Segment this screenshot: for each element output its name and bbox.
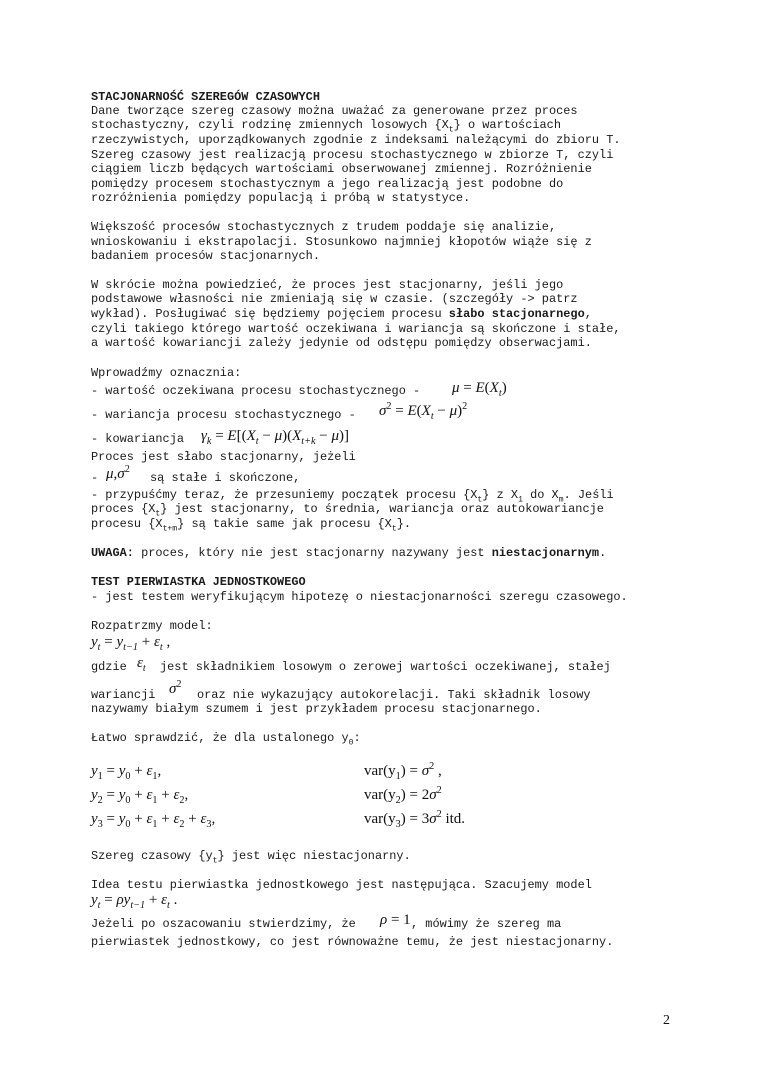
para3-line3: wykład). Posługiwać się będziemy pojęciem procesu słabo stacjonarnego, (91, 307, 592, 321)
term-weakly-stationary: słabo stacjonarnego (448, 307, 585, 321)
formula-epsilon: $\varepsilon_t$ (137, 655, 146, 674)
cond1-prefix: - (91, 471, 99, 485)
cond2-line1: - przypuśćmy teraz, że przesuniemy początek procesu $\{X_t\}$ z $X_1$ do $X_m$. Jeśli (91, 488, 614, 505)
para1-line6: pomiędzy procesem stochastycznym a jego realizacją jest podobne do (91, 177, 564, 191)
page-number: 2 (663, 1013, 670, 1028)
para1-line2: stochastyczny, czyli rodzinę zmiennych losowych $\{X_t\}$ o wartościach (91, 118, 561, 135)
test-idea: Idea testu pierwiastka jednostkowego jest następująca. Szacujemy model (91, 878, 592, 892)
formula-variance: $\sigma^2 = E(X_t - \mu)^2$ (379, 401, 468, 422)
formula-covariance: $\gamma_k = E[(X_t - \mu)(X_{t+k} - \mu)]$ (201, 428, 350, 447)
para3-line1: W skrócie można powiedzieć, że proces jest stacjonarny, jeśli jego (91, 278, 564, 292)
where-line2-rest: oraz nie wykazujący autokorelacji. Taki składnik losowy (197, 688, 591, 702)
formula-mean: $\mu = E(X_t)$ (452, 380, 507, 399)
formula-ar1-model: $y_t = \rho y_{t-1} + \varepsilon_t$ . (91, 892, 178, 911)
def-mean-text: - wartość oczekiwana procesu stochastycznego - (91, 384, 421, 398)
section-heading-stationarity: STACJONARNOŚĆ SZEREGÓW CZASOWYCH (91, 90, 320, 104)
where-line1-rest: jest składnikiem losowym o zerowej wartości oczekiwanej, stałej (160, 660, 611, 674)
para3-line4: czyli takiego którego wartość oczekiwana i wariancja są skończone i stałe, (91, 322, 621, 336)
easy-check: Łatwo sprawdzić, że dla ustalonego $y_0$: (91, 731, 361, 748)
formula-mu-sigma: $\mu,\sigma^2$ (106, 464, 130, 482)
where-line2-prefix: wariancji (91, 688, 156, 702)
cond2-line2: proces $\{X_t\}$ jest stacjonarny, to średnia, wariancja oraz autokowariancje (91, 502, 604, 519)
para1-line5: ciągiem liczb będących wartościami obserwowanej zmiennej. Rozróżnienie (91, 162, 592, 176)
para2-line1: Większość procesów stochastycznych z trudem poddaje się analizie, (91, 220, 557, 234)
cond2-line3: procesu $\{X_{t+m}\}$ są takie same jak procesu $\{X_t\}$. (91, 517, 412, 534)
para3-line5: a wartość kowariancji zależy jedynie od odstępu pomiędzy obserwacjami. (91, 336, 592, 350)
unit-root-description: - jest testem weryfikującym hipotezę o niestacjonarności szeregu czasowego. (91, 590, 628, 604)
where-line3: nazywamy białym szumem i jest przykładem procesu stacjonarnego. (91, 702, 542, 716)
warning-label: UWAGA: (91, 546, 134, 560)
para2-line3: badaniem procesów stacjonarnych. (91, 249, 320, 263)
eq-var-y3: $var(y_3) = 3\sigma^2$ itd. (364, 809, 466, 830)
def-cov-text: - kowariancja (91, 432, 185, 446)
definitions-intro: Wprowadźmy oznacznia: (91, 366, 242, 380)
eq-var-y2: $var(y_2) = 2\sigma^2$ (364, 785, 442, 806)
para2-line2: wnioskowaniu i ekstrapolacji. Stosunkowo najmniej kłopotów wiąże się z (91, 235, 592, 249)
cond1-text: są stałe i skończone, (150, 471, 301, 485)
para1-line3: rzeczywistych, uporządkowanych zgodnie z indeksami należącymi do zbioru T. (91, 133, 621, 147)
eq-var-y1: $var(y_1) = \sigma^2$ , (364, 761, 442, 782)
conclusion-line1-rest: , mówimy że szereg ma (411, 917, 562, 931)
para3-line2: podstawowe własności nie zmieniają się w czasie. (szczegóły -> patrz (91, 292, 578, 306)
formula-rho-equals-one: ρ = 1 (380, 912, 411, 928)
formula-random-walk: $y_t = y_{t-1} + \varepsilon_t$ , (91, 634, 171, 653)
formula-sigma-squared: $\sigma^2$ (169, 679, 182, 697)
eq-y3: $y_3 = y_0 + \varepsilon_1 + \varepsilon_2 + \varepsilon_3$, (91, 811, 216, 830)
where-line1-prefix: gdzie (91, 660, 127, 674)
para1-line7: rozróżnienia pomiędzy populacją i próbą w statystyce. (91, 191, 471, 205)
section-heading-unit-root: TEST PIERWIASTKA JEDNOSTKOWEGO (91, 575, 306, 589)
para1-line4: Szereg czasowy jest realizacją procesu stochastycznego w zbiorze T, czyli (91, 148, 614, 162)
para1-line1: Dane tworzące szereg czasowy można uważać za generowane przez proces (91, 104, 578, 118)
term-nonstationary: niestacjonarnym (491, 546, 600, 560)
nonstationary-conclusion: Szereg czasowy $\{y_t\}$ jest więc niestacjonarny. (91, 849, 411, 866)
conclusion-line2: pierwiastek jednostkowy, co jest równoważne temu, że jest niestacjonarny. (91, 935, 614, 949)
weak-stationarity-condition: Proces jest słabo stacjonarny, jeżeli (91, 450, 356, 464)
conclusion-line1-prefix: Jeżeli po oszacowaniu stwierdzimy, że (91, 917, 356, 931)
warning-note: UWAGA: proces, który nie jest stacjonarny nazywany jest niestacjonarnym. (91, 546, 607, 560)
def-var-text: - wariancja procesu stochastycznego - (91, 408, 356, 422)
eq-y1: $y_1 = y_0 + \varepsilon_1$, (91, 763, 162, 782)
eq-y2: $y_2 = y_0 + \varepsilon_1 + \varepsilon_2$, (91, 787, 189, 806)
model-intro: Rozpatrzmy model: (91, 619, 213, 633)
